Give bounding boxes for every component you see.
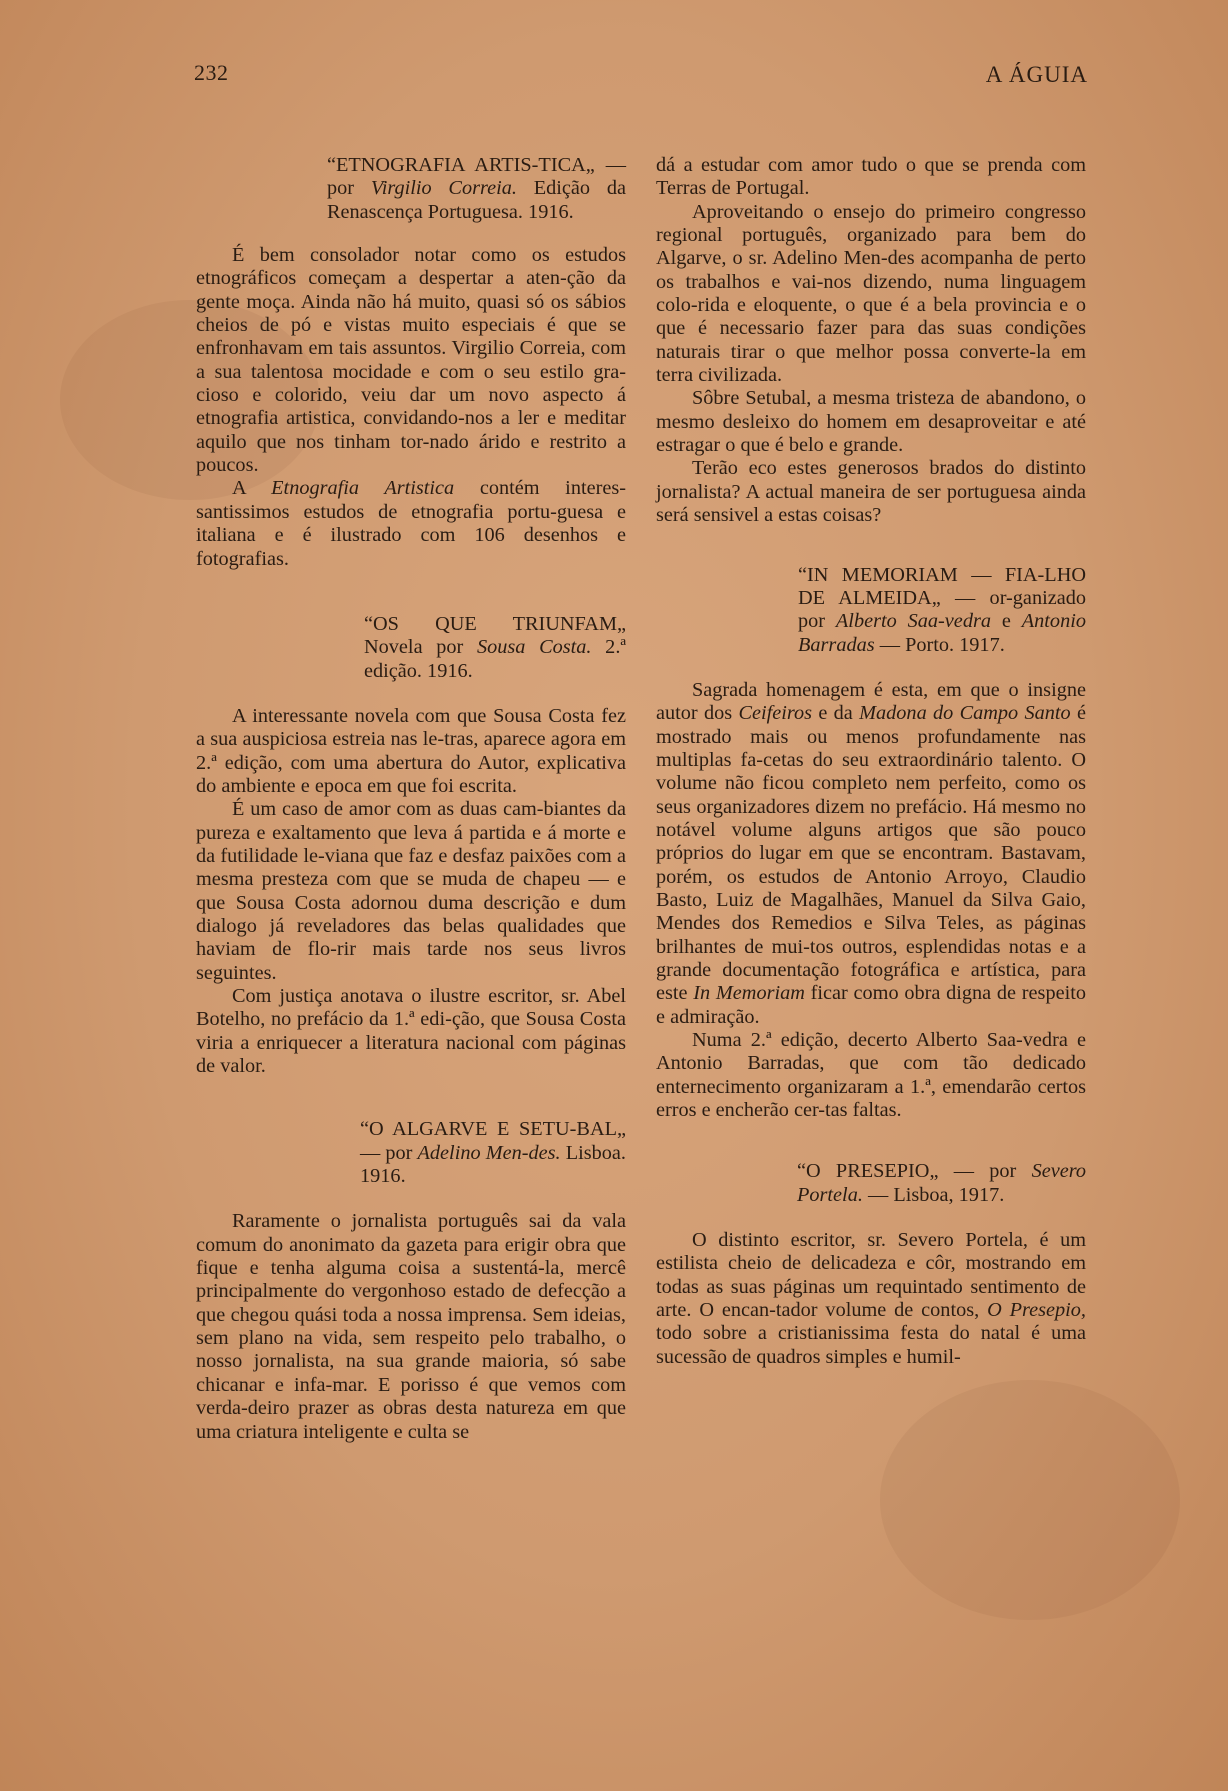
review-author: Severo Portela. [797, 1160, 1086, 1206]
review-paragraph: É um caso de amor com as duas cam-biantes da pureza e exaltamento que leva á partida e á morte e da futilidade le-viana que faz e desfaz paixões com a mesma presteza com que se muda de chapeu — e que Sousa Costa adornou duma descrição e dum dialogo já reveladores das belas qualidades que haviam de flo-rir mais tarde nos seus livros seguintes. [196, 798, 626, 984]
book-title: Madona do Campo Santo [859, 702, 1071, 725]
review-paragraph: Sagrada homenagem é esta, em que o insigne autor dos Ceifeiros e da Madona do Campo Santo é mostrado mais ou menos profundamente nas multiplas fa-cetas do seu extraordinário talento. O volume não ficou completo nem perfeito, como os seus organizadores dizem no prefácio. Há mesmo no notável volume alguns artigos que são pouco próprios do lugar em que se encontram. Bastavam, porém, os estudos de Antonio Arroyo, Claudio Basto, Luiz de Magalhães, Manuel da Silva Gaio, Mendes dos Remedios e Silva Teles, as páginas brilhantes de mui-tos outros, esplendidas notas e a grande documentação fotográfica e artística, para este In Memoriam ficar como obra digna de respeito e admiração. [656, 678, 1086, 1028]
left-column [196, 154, 626, 1444]
review-paragraph: A interessante novela com que Sousa Costa fez a sua auspiciosa estreia nas le-tras, aparece agora em 2.ª edição, com uma abertura do Autor, explicativa do ambiente e epoca em que foi escrita. [196, 704, 626, 797]
review-heading-presepio: “O PRESEPIO„ — por Severo Portela. — Lisboa, 1917. [797, 1160, 1086, 1206]
review-heading-in-memoriam: “IN MEMORIAM — FIA-LHO DE ALMEIDA„ — or-ganizado por Alberto Saa-vedra e Antonio Barradas — Porto. 1917. [798, 563, 1086, 656]
review-author: Virgilio Correia. [370, 177, 517, 200]
review-heading-algarve: “O ALGARVE E SETU-BAL„ — por Adelino Men-des. Lisboa. 1916. [360, 1118, 626, 1188]
right-column [656, 154, 1086, 1369]
editor-name: Antonio Barradas [798, 610, 1086, 656]
review-paragraph: O distinto escritor, sr. Severo Portela, é um estilista cheio de delicadeza e côr, mostrando em todas as suas páginas um requintado sentimento de arte. O encan-tador volume de contos, O Presepio, todo sobre a cristianissima festa do natal é uma sucessão de quadros simples e humil- [656, 1229, 1086, 1368]
review-author: Adelino Men-des. [417, 1141, 561, 1164]
review-paragraph: Terão eco estes generosos brados do distinto jornalista? A actual maneira de ser portuguesa ainda será sensivel a estas coisas? [656, 457, 1086, 527]
review-paragraph: Numa 2.ª edição, decerto Alberto Saa-vedra e Antonio Barradas, que com tão dedicado enternecimento organizaram a 1.ª, emendarão certos erros e encherão cer-tas faltas. [656, 1029, 1086, 1122]
review-heading-etnografia: “ETNOGRAFIA ARTIS-TICA„ — por Virgilio Correia. Edição da Renascença Portuguesa. 1916. [327, 154, 626, 223]
page-number: 232 [194, 60, 229, 85]
editor-name: Alberto Saa-vedra [835, 610, 991, 633]
book-title: O Presepio, [987, 1299, 1086, 1322]
review-heading-os-que-triunfam: “OS QUE TRIUNFAM„ Novela por Sousa Costa. 2.ª edição. 1916. [364, 612, 626, 682]
review-paragraph: Aproveitando o ensejo do primeiro congresso regional português, organizado para bem do Algarve, o sr. Adelino Men-des acompanha de perto os trabalhos e vai-nos dizendo, numa linguagem colo-rida e eloquente, o que é a bela provincia e o que é necessario fazer para das suas condições naturais tirar o que melhor possa converte-la em terra civilizada. [656, 200, 1086, 387]
book-title: In Memoriam [693, 982, 805, 1005]
review-paragraph: dá a estudar com amor tudo o que se prenda com Terras de Portugal. [656, 154, 1086, 200]
review-paragraph: É bem consolador notar como os estudos etnográficos começam a despertar a aten-ção da gente moça. Ainda não há muito, quasi só os sábios cheios de pó e vistas muito especiais é que se enfronhavam em tais assuntos. Virgilio Correia, com a sua talentosa mocidade e com o seu estilo gra-cioso e colorido, veiu dar um novo aspecto á etnografia artistica, convidando-nos a ler e meditar aquilo que nos tinham tor-nado árido e restrito a poucos. [196, 244, 626, 477]
review-paragraph: Raramente o jornalista português sai da vala comum do anonimato da gazeta para erigir obra que fique e tenha alguma coisa a sustentá-la, mercê principalmente do vergonhoso estado de defecção a que chegou quási toda a nossa imprensa. Sem ideias, sem plano na vida, sem respeito pelo trabalho, o nosso jornalista, na sua grande maioria, só sabe chicanar e infa-mar. E porisso é que vemos com verda-deiro prazer as obras desta natureza em que uma criatura inteligente e culta se [196, 1210, 626, 1443]
running-head: A ÁGUIA [985, 62, 1088, 87]
book-title: Etnografia Artistica [271, 477, 455, 500]
review-author: Sousa Costa. [476, 636, 592, 659]
review-paragraph: Sôbre Setubal, a mesma tristeza de abandono, o mesmo desleixo do homem em desaproveitar e até estragar o que é belo e grande. [656, 387, 1086, 457]
review-paragraph: Com justiça anotava o ilustre escritor, sr. Abel Botelho, no prefácio da 1.ª edi-ção, que Sousa Costa viria a enriquecer a literatura nacional com páginas de valor. [196, 985, 626, 1078]
book-title: Ceifeiros [738, 702, 813, 725]
paper-stain [880, 1380, 1180, 1620]
review-paragraph: A Etnografia Artistica contém interes-santissimos estudos de etnografia portu-guesa e italiana e é ilustrado com 106 desenhos e fotografias. [196, 477, 626, 570]
